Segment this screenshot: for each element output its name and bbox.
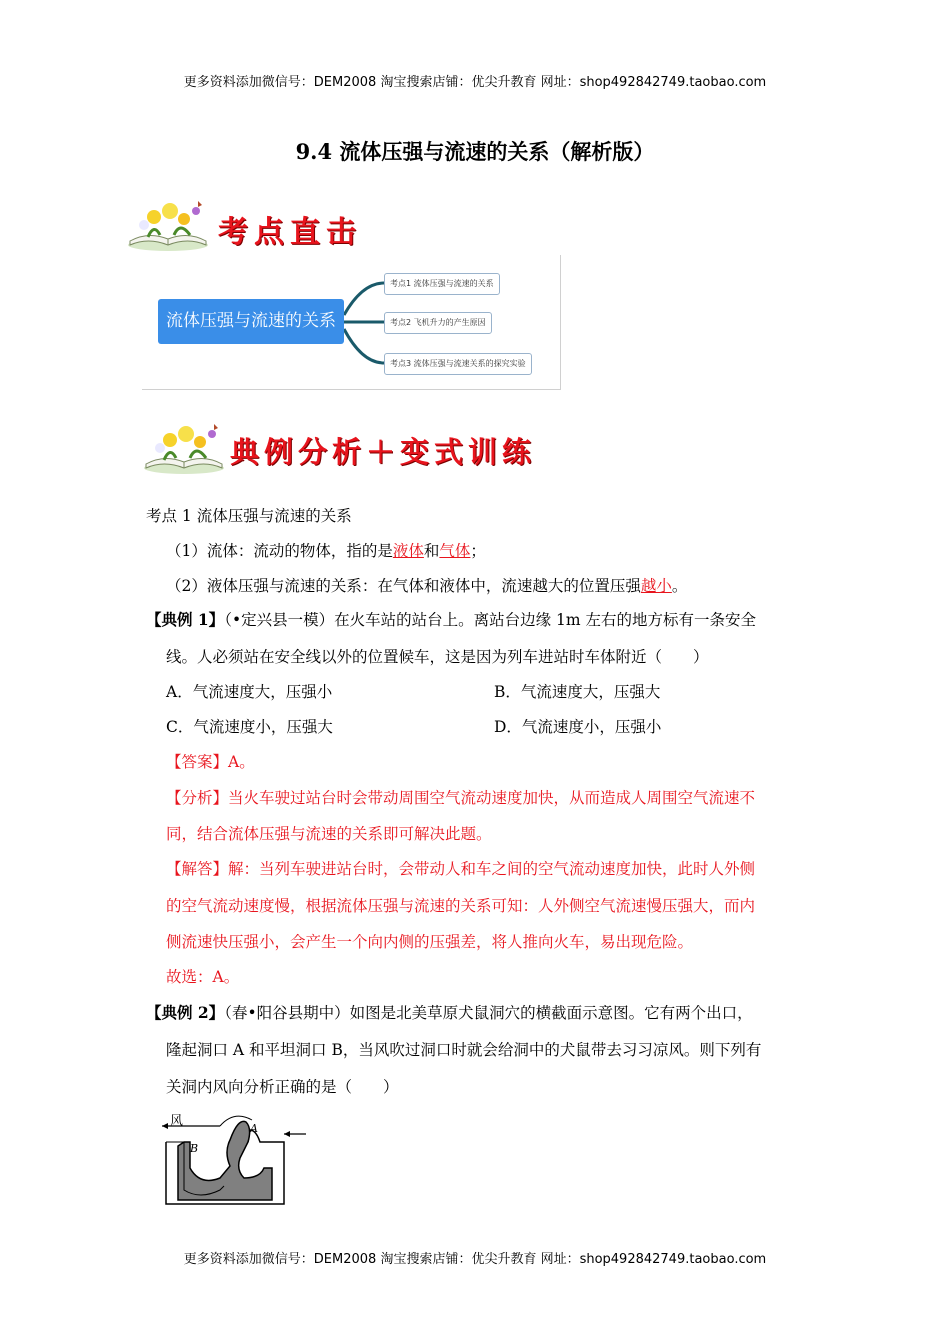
example2-tag: 【典例 2】 bbox=[146, 1003, 225, 1022]
solution-line3: 侧流速快压强小，会产生一个向内侧的压强差，将人推向火车，易出现危险。 bbox=[166, 933, 694, 951]
mind-map bbox=[142, 255, 561, 390]
option-c: C．气流速度小，压强大 bbox=[166, 718, 333, 736]
page-footer: 更多资料添加微信号：DEM2008 淘宝搜索店铺：优尖升教育 网址：shop492842749.taobao.com bbox=[183, 1252, 767, 1267]
paragraph-1: （1）流体：流动的物体，指的是液体和气体； bbox=[166, 542, 486, 560]
example1-tag: 【典例 1】 bbox=[146, 610, 225, 629]
choice: 故选：A。 bbox=[166, 968, 240, 986]
keyword-gas: 气体 bbox=[439, 542, 471, 560]
mind-map-node-1: 考点1 流体压强与流速的关系 bbox=[384, 273, 500, 295]
option-b: B．气流速度大，压强大 bbox=[494, 683, 661, 701]
figure-label-wind: 风 bbox=[170, 1114, 184, 1129]
book-flower-icon bbox=[124, 197, 212, 253]
analysis-line2: 同，结合流体压强与流速的关系即可解决此题。 bbox=[166, 825, 492, 843]
solution-line2: 的空气流动速度慢，根据流体压强与流速的关系可知：人外侧空气流速慢压强大，而内 bbox=[166, 897, 756, 915]
example2-line2: 隆起洞口 A 和平坦洞口 B，当风吹过洞口时就会给洞中的犬鼠带去习习凉风。则下列有 bbox=[166, 1041, 762, 1059]
example2-line3: 关洞内风向分析正确的是（ ） bbox=[166, 1078, 399, 1096]
example1-line1: 【典例 1】（•定兴县一模）在火车站的站台上。离站台边缘 1m 左右的地方标有一条安全 bbox=[146, 610, 756, 629]
burrow-figure bbox=[160, 1108, 310, 1208]
keyword-liquid: 液体 bbox=[392, 542, 424, 560]
solution-line1: 【解答】解：当列车驶进站台时，会带动人和车之间的空气流动速度加快，此时人外侧 bbox=[166, 860, 756, 878]
option-d: D．气流速度小，压强小 bbox=[494, 718, 662, 736]
section-heading: 考点 1 流体压强与流速的关系 bbox=[146, 507, 352, 525]
banner-kaodian: 考点直击 bbox=[218, 215, 362, 250]
example1-line2: 线。人必须站在安全线以外的位置候车，这是因为列车进站时车体附近（ ） bbox=[166, 648, 709, 666]
keyword-smaller: 越小 bbox=[640, 577, 672, 595]
mind-map-node-2: 考点2 飞机升力的产生原因 bbox=[384, 312, 492, 334]
figure-label-b: B bbox=[190, 1142, 199, 1155]
example2-line1: 【典例 2】（春•阳谷县期中）如图是北美草原犬鼠洞穴的横截面示意图。它有两个出口， bbox=[146, 1003, 753, 1022]
banner-dianli: 典例分析＋变式训练 bbox=[230, 435, 537, 469]
figure-label-a: A bbox=[250, 1122, 258, 1135]
paragraph-2: （2）液体压强与流速的关系：在气体和液体中，流速越大的位置压强越小。 bbox=[166, 577, 688, 595]
page-header: 更多资料添加微信号：DEM2008 淘宝搜索店铺：优尖升教育 网址：shop492842749.taobao.com bbox=[183, 75, 767, 90]
answer: 【答案】A。 bbox=[166, 753, 255, 771]
option-a: A．气流速度大，压强小 bbox=[166, 683, 333, 701]
mind-map-node-3: 考点3 流体压强与流速关系的探究实验 bbox=[384, 353, 532, 375]
analysis-line1: 【分析】当火车驶过站台时会带动周围空气流动速度加快，从而造成人周围空气流速不 bbox=[166, 789, 756, 807]
mind-map-center: 流体压强与流速的关系 bbox=[158, 299, 344, 344]
page-title: 9.4 流体压强与流速的关系（解析版） bbox=[295, 139, 655, 164]
book-flower-icon bbox=[140, 420, 228, 476]
